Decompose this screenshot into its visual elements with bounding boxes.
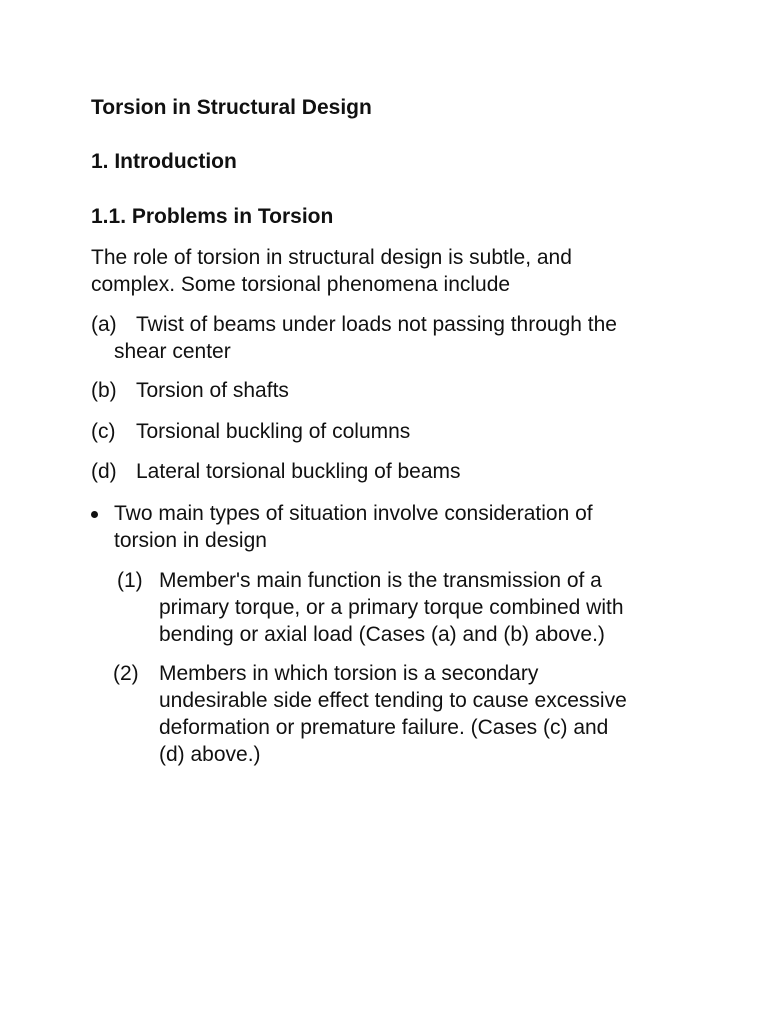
intro-line: complex. Some torsional phenomena include <box>91 273 511 296</box>
list-item-text: Twist of beams under loads not passing through the <box>136 313 617 336</box>
intro-line: The role of torsion in structural design is subtle, and <box>91 246 572 269</box>
bullet-text: Two main types of situation involve consideration of <box>114 502 593 525</box>
list-item-marker: (1) <box>117 569 143 592</box>
list-item-text: Lateral torsional buckling of beams <box>136 460 461 483</box>
list-item-text: Member's main function is the transmission of a <box>159 569 602 592</box>
list-item-text: bending or axial load (Cases (a) and (b) above.) <box>159 623 605 646</box>
list-item-text: (d) above.) <box>159 743 261 766</box>
list-item-text: deformation or premature failure. (Cases (c) and <box>159 716 609 739</box>
bullet-text: torsion in design <box>114 529 267 552</box>
subsection-heading: 1.1. Problems in Torsion <box>91 205 334 228</box>
list-item-text: primary torque, or a primary torque combined with <box>159 596 624 619</box>
list-item-marker: (b) <box>91 379 117 402</box>
list-item-marker: (d) <box>91 460 117 483</box>
list-item-marker: (c) <box>91 420 116 443</box>
list-item-text: Torsional buckling of columns <box>136 420 411 443</box>
list-item-text: undesirable side effect tending to cause excessive <box>159 689 627 712</box>
bullet-icon <box>91 511 98 518</box>
list-item-text: Members in which torsion is a secondary <box>159 662 539 685</box>
list-item-text: Torsion of shafts <box>136 379 289 402</box>
list-item-text: shear center <box>114 340 231 363</box>
section-heading: 1. Introduction <box>91 150 237 173</box>
document-title: Torsion in Structural Design <box>91 96 372 119</box>
list-item-marker: (a) <box>91 313 117 336</box>
list-item-marker: (2) <box>113 662 139 685</box>
